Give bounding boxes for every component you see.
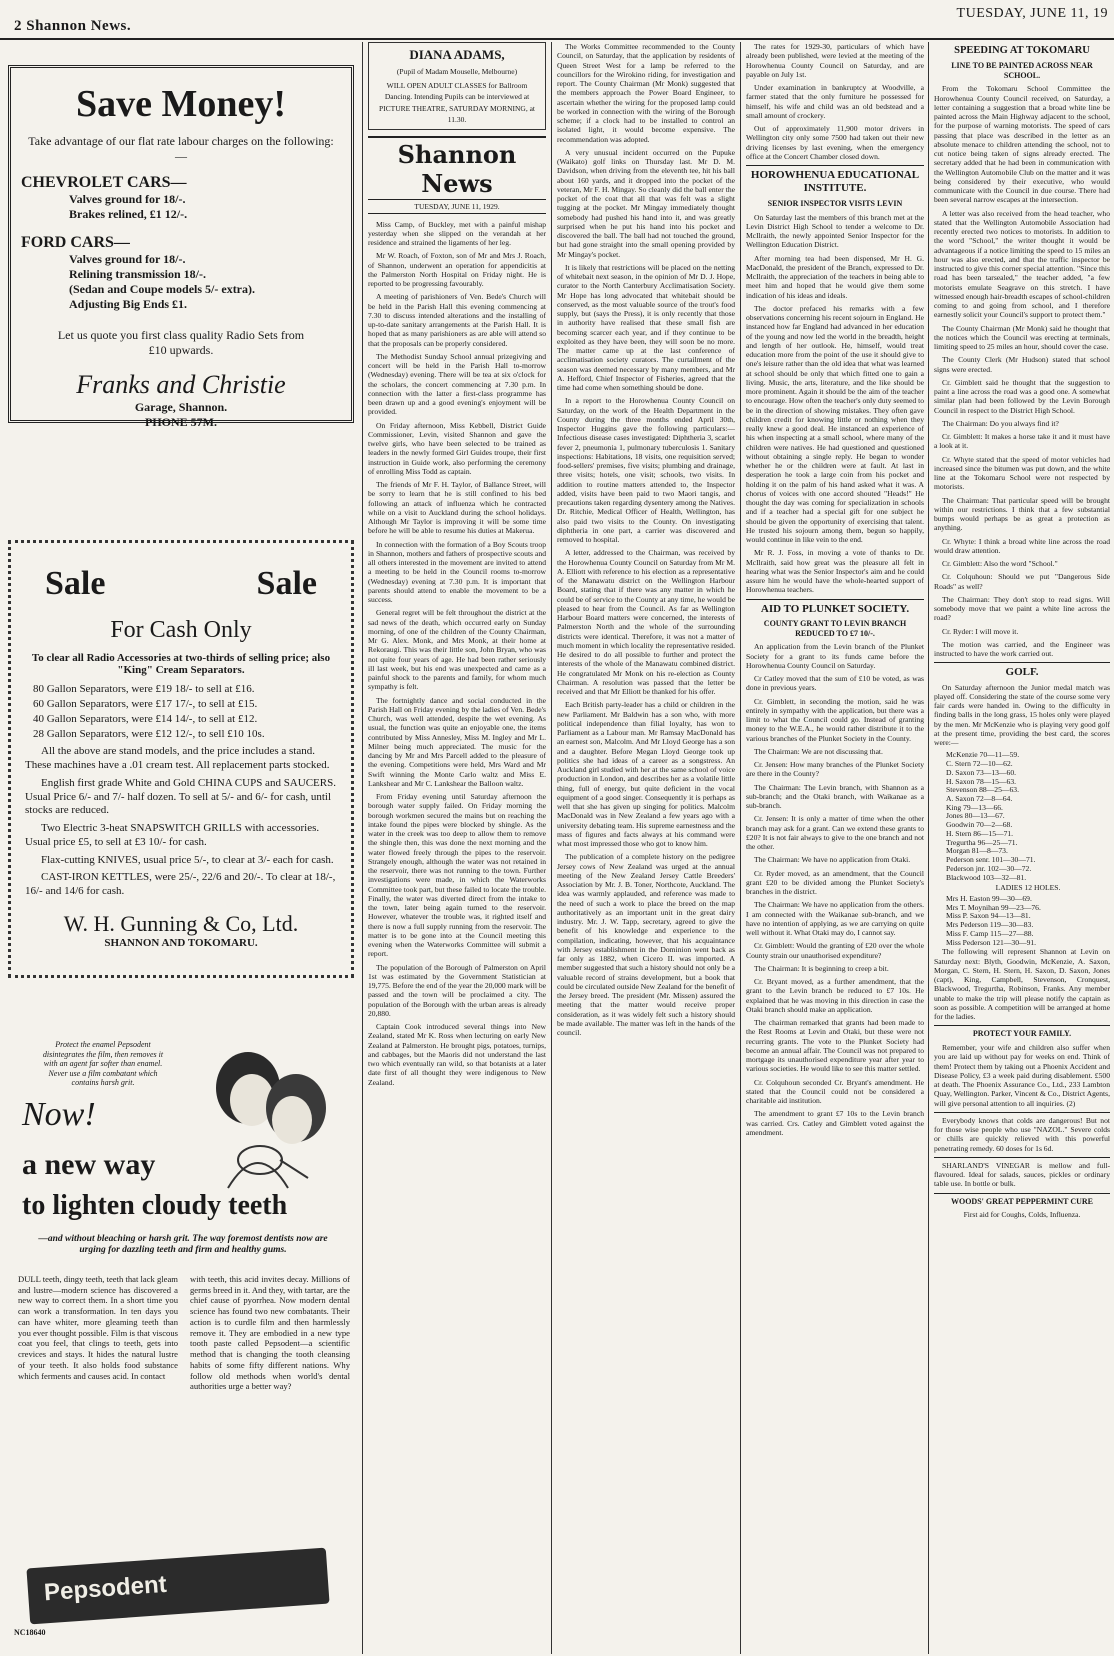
- pepsodent-body-left: DULL teeth, dingy teeth, teeth that lack gleam and lustre—modern science has discovered a new way to correct them. In a short time you can work a transformation. In ten days you can have whiter, more gleaming teeth than you ever thought possible. Film is that viscous coat you feel, that clings to teeth, gets into crevices and stays. It hides the natural lustre of your teeth. It also holds food substance which ferments and causes acid. In contact: [18, 1274, 178, 1381]
- news-paragraph: A meeting of parishioners of Ven. Bede's Church will be held in the Parish Hall this evening commencing at 7.30 to discuss intended alterations and the installing of up-to-date sanitary arrangements at the Parish Hall. It is hoped that as many parishioners as are able will attend so that the proposals can be properly considered.: [368, 292, 546, 348]
- golf-score: Pederson jnr. 102—30—72.: [946, 863, 1032, 873]
- news-paragraph: Miss Camp, of Buckley, met with a painful mishap yesterday when she slipped on the verandah at her residence and strained the ligaments of her leg.: [368, 219, 546, 248]
- news-paragraph: Captain Cook introduced several things into New Zealand, stated Mr K. Ross when lecturing on early New Zealand at Palmerston. He brought pigs, potatoes, turnips, and cabbages, but the Maoris did not understand the last two which eventually ran wild, so that botanists at a later date first of all thought they were indigenous to New Zealand.: [368, 1022, 546, 1087]
- header-rule: [0, 38, 1114, 40]
- news-paragraph: Cr. Colquhoun seconded Cr. Bryant's amendment. He stated that the Council could not be considered a charitable aid institution.: [746, 1077, 924, 1106]
- issue-date: TUESDAY, JUNE 11, 19: [956, 6, 1108, 21]
- column-divider: [551, 42, 552, 1654]
- news-paragraph: Cr. Gimblett said he thought that the suggestion to paint a line across the road was a good one. A somewhat similar plan had been followed by the Levin Borough Council in respect to the District High School.: [934, 377, 1110, 415]
- page-label: 2 Shannon News.: [14, 18, 132, 34]
- news-paragraph: The Chairman: It is beginning to creep a bit.: [754, 963, 889, 973]
- diana-body: WILL OPEN ADULT CLASSES for Ballroom Dancing. Intending Pupils can be interviewed at PICTURE THEATRE, SATURDAY MORNING, at 11.30.: [379, 81, 535, 124]
- golf-score: McKenzie 70—11—59.: [946, 750, 1020, 760]
- news-paragraph: After morning tea had been dispensed, Mr H. G. MacDonald, the president of the Branch, expressed to Dr. McIlraith, the appreciation of the teachers in being able to meet him and hoped that he would give them some indication of his ideas and ideals.: [746, 253, 924, 300]
- news-paragraph: The County Clerk (Mr Hudson) stated that school signs were erected.: [934, 355, 1110, 374]
- pepsodent-brand: Pepsodent: [43, 1570, 168, 1607]
- headline-line2: to lighten cloudy teeth: [22, 1190, 288, 1221]
- news-paragraph: Cr. Gimblett: It makes a horse take it and it must have a look at it.: [934, 432, 1110, 451]
- column-divider: [362, 42, 363, 1654]
- column-5: [934, 42, 1110, 1654]
- news-paragraph: Each British party-leader has a child or children in the new Parliament. Mr Baldwin has a son who, with more political independence than filial loyalty, has won to Parliament as a Labour man. Mr Ramsay MacDonald has an earnest son, Malcolm. And Mr Lloyd George has a son and a daughter. Before Megan Lloyd George took up politics she had ideas of a career as a songstress. An Auckland girl studied with her at the same school of voice production in London, and describes her as a volatile little thing, full of energy, but quite deficient in the vocal equipment of a good singer. Consequently it is perhaps as well that she has given up singing for politics. Malcolm MacDonald was in New Zealand a few years ago with a university debating team. His supreme earnestness and the mass of figures and facts always at his command were what most impressed those who got to know him.: [557, 700, 735, 848]
- sale-para: English first grade White and Gold CHINA CUPS and SAUCERS. Usual Price 6/- and 7/- half dozen. To sell at 5/- and 6/- for cash, until stocks are reduced.: [25, 776, 336, 817]
- golf-score: Blackwood 103—32—81.: [946, 872, 1027, 882]
- ford-line: Adjusting Big Ends £1.: [69, 297, 188, 311]
- diana-adams-ad: [368, 42, 546, 130]
- pepsodent-caption: Protect the enamel Pepsodent disintegrates the film, then removes it with an agent far softer than enamel. Never use a film combatant which contains harsh grit.: [42, 1040, 164, 1088]
- gunning-firm: W. H. Gunning & Co, Ltd.: [63, 910, 299, 936]
- news-paragraph: On Saturday last the members of this branch met at the Levin District High School to tender a welcome to Dr. McIlraith, the newly appointed Senior Inspector for the Wellington Education District.: [746, 212, 924, 250]
- pepsodent-ad: [8, 1028, 354, 1648]
- chevrolet-line: Brakes relined, £1 12/-.: [69, 207, 188, 221]
- news-paragraph: On Friday afternoon, Miss Kebbell, District Guide Commissioner, Levin, visited Shannon and gave the twelve girls, who have been selected to be trained as leaders in the newly formed Girl Guides troupe, their first instruction in Guide work, also performing the ceremony of enrolling Miss Todd as captain.: [368, 420, 546, 476]
- golf-score: Miss Pederson 121—30—91.: [946, 937, 1037, 947]
- golf-score: Morgan 81—8—73.: [946, 846, 1008, 856]
- sale-para: Flax-cutting KNIVES, usual price 5/-, to clear at 3/- each for cash.: [41, 853, 334, 866]
- golf-score: Stevenson 88—25—63.: [946, 785, 1019, 795]
- news-paragraph: A letter, addressed to the Chairman, was received by the Horowhenua County Council on Saturday from Mr M. A. Elliott with reference to his election as a representative of the Manawatu district on the Wellington Harbour Board, stating that if there was any matter in which he could be of service to the County at any time, he would be pleased to hear from the Council. As far as Wellington Harbour Board matters were concerned, the interests of Palmerston North and the whole of the surrounding districts were identical. Therefore, it was not a matter of much moment in which locality the representative resided. He desired to do all possible to further and protect the interests of the whole of the Manawatu combined district. He congratulated Mr Monk on his re-election as County Chairman. A resolution was passed that the letter be received and that Mr Elliott be thanked for his offer.: [557, 548, 735, 696]
- news-paragraph: Cr. Gimblett: Also the word "School.": [942, 559, 1058, 569]
- chevrolet-heading: CHEVROLET CARS—: [21, 174, 187, 191]
- ford-heading: FORD CARS—: [21, 234, 130, 251]
- golf-score: Miss P. Saxon 94—13—81.: [946, 911, 1031, 921]
- ford-line: Relining transmission 18/-.: [69, 267, 207, 281]
- garage-name: Garage, Shannon.: [134, 400, 228, 414]
- page-header: [0, 0, 1114, 36]
- news-paragraph: The Chairman: Do you always find it?: [942, 418, 1059, 428]
- news-paragraph: The Works Committee recommended to the County Council, on Saturday, that the application by residents of Queen Street West for a lamp be referred to the councillors for the Wirokino riding, for investigation and report. The County Chairman (Mr Monk) suggested that the members approach the Power Board Engineer, to ascertain whether the wiring for the proposed lamp could be worked in connection with the wiring of the Borough scheme; if a clock had to be installed to control an isolated light, it would become expensive. The recommendation was adopted.: [557, 42, 735, 144]
- family-heading: PROTECT YOUR FAMILY.: [972, 1029, 1072, 1039]
- separator-item: 40 Gallon Separators, were £14 14/-, to sell at £12.: [33, 712, 258, 725]
- ladies-heading: LADIES 12 HOLES.: [995, 883, 1061, 893]
- news-paragraph: On Saturday afternoon the Junior medal match was played off. Considering the state of the course some very fair cards were handed in. Owing to the difficulty in finding balls in the long grass, 15 holes only were played by the men. Mr McKenzie who is playing very good golf at the present time, providing the best card, the scores were:—: [934, 682, 1110, 748]
- news-paragraph: A very unusual incident occurred on the Pupuke (Waikato) golf links on Thursday last. Mr D. M. Davidson, when driving from the eleventh tee, hit his ball about 160 yards, and it dropped into the pocket of the veteran, Mr F. H. Mingay. So cleanly did the ball enter the pocket of the coat that all that was felt was a slight tugging at the pocket. Mr Mingay immediately thought somebody had pushed his hand into it, and was greatly surprised when he put his hand into his pocket and discovered the ball. The ball had not touched the ground, but had gone straight into the small opening provided by Mr Mingay's pocket.: [557, 147, 735, 259]
- sale-heading-right: Sale: [256, 565, 317, 602]
- golf-heading: GOLF.: [1005, 666, 1039, 679]
- news-paragraph: General regret will be felt throughout the district at the sad news of the death, which occurred early on Sunday morning, of one of the children of the County Chairman, Mr G. Alex. Monk, and Mrs Monk, at their home at Rekoraugi. This was their little son, John Bryan, who was not quite four years of age. He had been rather seriously ill last week, but his end was unexpected and came as a painful shock to the parents and family, for whom much sympathy is felt.: [368, 608, 546, 692]
- column-3: [557, 42, 735, 1654]
- news-paragraph: The Chairman: We have no application from Otaki.: [754, 855, 911, 865]
- column-4: [746, 42, 924, 1654]
- sale-para: All the above are stand models, and the price includes a stand. These machines have a .01 cream test. All replacement parts stocked.: [25, 745, 330, 772]
- golf-score: H. Saxon 78—15—63.: [946, 776, 1017, 786]
- diana-subtitle: (Pupil of Madam Mouselle, Melbourne): [396, 66, 518, 76]
- pepsodent-body-right: with teeth, this acid invites decay. Millions of germs breed in it. And they, with tartar, are the chief cause of pyorrhea. Now modern dental science has found two new combatants. Their action is to curdle film and then harmlessly remove it. They are embodied in a new type tooth paste called Pepsodent—a scientific method that is changing the tooth cleansing habits of some fifty different nations. Why follow old methods when world's dental authorities urge a better way?: [190, 1274, 350, 1392]
- ad-intro: Take advantage of our flat rate labour charges on the following:—: [28, 134, 334, 163]
- news-paragraph: It is likely that restrictions will be placed on the netting of whitebait next season, in the opinion of Mr D. J. Hope, curator to the North Canterbury Acclimatisation Society. Mr Hope has long advocated that whitebait should be conserved, as the most valuable source of the trout's food supply, but (says the Press), it is only recently that those in authority have realised that these small fish are becoming scarcer each year, and if they continue to be exploited as they have been, they will soon be no more. The matter came up at the last conference of acclimatisation society curators. The curtailment of the season was deemed necessary by many members, and Mr A. Hefford, Chief Inspector of Fisheries, agreed that the time had come when something should be done.: [557, 262, 735, 392]
- pepsodent-tagline: —and without bleaching or harsh grit. The way foremost dentists now are urging for dazzling teeth and firm and healthy gums.: [38, 1234, 328, 1256]
- diana-title: DIANA ADAMS,: [409, 47, 505, 62]
- sale-heading-left: Sale: [45, 565, 106, 602]
- sale-para: Two Electric 3-heat SNAPSWITCH GRILLS with accessories. Usual price £5, to sell at £3 10/- for cash.: [25, 822, 320, 848]
- golf-score: Mrs H. Easton 99—30—69.: [946, 893, 1032, 903]
- phone-number: PHONE 57M.: [145, 415, 217, 429]
- separator-item: 60 Gallon Separators, were £17 17/-, to sell at £15.: [33, 697, 258, 710]
- news-paragraph: Cr. Gimblett, in seconding the motion, said he was entirely in sympathy with the application, but there was a limit to what the Council could go. Instead of granting money to the W.E.A., he would rather distribute it to the various branches of the Plunket Society in the County.: [746, 696, 924, 743]
- news-paragraph: Mr W. Roach, of Foxton, son of Mr and Mrs J. Roach, of Shannon, underwent an operation for appendicitis at the Palmerston North Hospital on Friday night. He is reported to be progressing favourably.: [368, 251, 546, 289]
- smiling-women-illustration: [188, 1028, 338, 1198]
- sale-para: CAST-IRON KETTLES, were 25/-, 22/6 and 20/-. To clear at 18/-, 16/- and 14/6 for cash.: [25, 871, 336, 898]
- plunket-heading: AID TO PLUNKET SOCIETY.: [760, 602, 910, 615]
- news-paragraph: Mr R. J. Foss, in moving a vote of thanks to Dr. McIlraith, said how great was the pleasure all felt in hearing what was the Senior Inspector's aim and he could assure him he would have the whole-hearted support of Horowhenua teachers.: [746, 548, 924, 595]
- news-paragraph: Cr. Jensen: It is only a matter of time when the other branch may ask for a grant. Can we extend these grants to £20? It is not fair always to give to the one branch and not the other.: [746, 814, 924, 852]
- news-paragraph: Under examination in bankruptcy at Woodville, a farmer stated that the only furniture he possessed for himself, his wife and child was an old bedstead and a small amount of crockery.: [746, 83, 924, 120]
- chevrolet-line: Valves ground for 18/-.: [69, 192, 186, 206]
- news-paragraph: Cr. Whyte stated that the speed of motor vehicles had increased since the bitumen was put down, and the white line at the Tokomaru School were not respected by motorists.: [934, 454, 1110, 492]
- news-paragraph: The following will represent Shannon at Levin on Saturday next: Blyth, Goodwin, McKenzie, A. Saxon, Morgan, C. Stern, H. Stern, H. Saxon, D. Saxon, Jones (capt), King, Campbell, Stevenson, Cronquest, Blackwood, Tregurtha, Robinson, Franks. Any member unable to make the trip will please notify the captain as soon as possible. A competition will be arranged at home for the ladies.: [934, 947, 1110, 1022]
- golf-score: Miss F. Camp 115—27—88.: [946, 928, 1034, 938]
- news-paragraph: The Chairman: They don't stop to read signs. Will somebody move that we paint a white line across the road?: [934, 594, 1110, 623]
- news-paragraph: The doctor prefaced his remarks with a few observations concerning his recent sojourn in England. He instanced how far England had advanced in her education of the young and now led the world in the breadth, height and length of her outlook. He, himself, would treat education more from the point of the use it should give to one's leisure rather than the old idea that what was learned at school should be only that which fitted one to gain a living. Music, the arts, literature, and the like should be more prominent. Again it should be the aim of the teacher to encourage. How often the teacher's only duty seemed to be in the direction of showing mistakes. They often gave children credit for knowing little or nothing when they really knew a good deal. He instanced an experience of his when inspecting at a small school, where many of the children were natives. He had questioned and questioned without obtaining a single reply. He began to wonder whether he or the children were at fault. At last in desperation he took a large coin from his pocket and holding it on the palm of his hand asked what it was. A chorus of voices with one accord shouted "Heads!" He thought the day was coming for specialization in schools and if a teacher had a special gift for one subject he should be given the opportunity of exercising that talent. He trusted his sojourn among them, begun so happily, would continue in like vein to the end.: [746, 303, 924, 545]
- gunning-place: SHANNON AND TOKOMARU.: [104, 936, 258, 949]
- news-paragraph: The rates for 1929-30, particulars of which have already been published, were levied at the meeting of the Horowhenua County Council on Saturday, and are payable on July 1st.: [746, 42, 924, 79]
- golf-score: Mrs T. Moynihan 99—23—76.: [946, 902, 1041, 912]
- education-heading: HOROWHENUA EDUCATIONAL INSTITUTE.: [750, 169, 920, 195]
- news-paragraph: Cr. Whyte: I think a broad white line across the road would draw attention.: [934, 536, 1110, 555]
- news-paragraph: From Friday evening until Saturday afternoon the borough water supply failed. On Friday morning the borough workmen secured the mains but on reaching the intake found the pipes were blocked by shingle. As the water in the creek was too deep to allow them to remove the shingle then, this was done the next morning and the water flowed freely through the pipes to the reservoir. Strangely enough, although the water was not retained in the reservoir, there was not running to the town. Further investigations were made, in which the Waterworks Committee took part, but these failed to locate the trouble. Finally, the water was diverted direct from the intake to the town, later being again turned to the reservoir. However, whatever the trouble was, it righted itself and there is now a full supply running from the reservoir. The matter is to be gone into at the Council meeting this evening when the Waterworks Committee will submit a report.: [368, 792, 546, 959]
- column-2: [368, 42, 546, 1654]
- golf-score: Tregurtha 96—25—71.: [946, 837, 1018, 847]
- golf-score: Pederson senr. 101—30—71.: [946, 855, 1036, 865]
- news-paragraph: Cr Catley moved that the sum of £10 be voted, as was done in previous years.: [746, 674, 924, 693]
- news-paragraph: A letter was also received from the head teacher, who stated that the Wellington Automobile Association had recently erected two notices to motorists. In addition to the word "School," the writer thought it would be advantageous if a notice limiting the speed to 15 miles an hour was also erected, and that the traffic inspector be instructed to give this corner special attention. "Since this road has been tarsealed," the teacher added, "a few motorists emulate Seagrave on this stretch. I have witnessed enough hair-breadth escapes of school-children coming to and going from school, and I therefore earnestly solicit your Council's support to protect them.": [934, 208, 1110, 320]
- news-paragraph: SHARLAND'S VINEGAR is mellow and full-flavoured. Ideal for salads, sauces, pickles or ordinary table use. In bottle or bulk.: [934, 1160, 1110, 1189]
- ford-line: (Sedan and Coupe models 5/- extra).: [69, 282, 256, 296]
- news-paragraph: The amendment to grant £7 10s to the Levin branch was carried. Crs. Catley and Gimblett voted against the amendment.: [746, 1109, 924, 1137]
- news-paragraph: Cr. Colquhoun: Should we put "Dangerous Side Roads" as well?: [934, 572, 1110, 591]
- plunket-subheading: COUNTY GRANT TO LEVIN BRANCH REDUCED TO £7 10/-.: [763, 618, 907, 638]
- news-paragraph: Remember, your wife and children also suffer when you are laid up without pay for weeks on end. Think of them! Protect them by taking out a Phoenix Accident and Disease Policy, £3 a week paid during disablement. £500 at death. The Phoenix Assurance Co., Ltd., 233 Lambton Quay, Wellington. Parker, Vincent & Co., District Agents, will give personal attention to all inquiries. (2): [934, 1043, 1110, 1108]
- radio-offer: Let us quote you first class quality Radio Sets from £10 upwards.: [57, 328, 305, 357]
- now-heading: Now!: [22, 1096, 96, 1133]
- masthead-date: TUESDAY, JUNE 11, 1929.: [368, 199, 546, 211]
- news-paragraph: The motion was carried, and the Engineer was instructed to have the work carried out.: [934, 639, 1110, 659]
- golf-score: Goodwin 70—2—68.: [946, 820, 1013, 830]
- column-divider: [928, 42, 929, 1654]
- news-paragraph: The Chairman: We are not discussing that.: [754, 746, 883, 756]
- headline-line1: a new way: [22, 1148, 156, 1181]
- news-paragraph: From the Tokomaru School Committee the Horowhenua County Council received, on Saturday, a letter containing a suggestion that a broad white line be painted across the Main Highway adjacent to the school, for the purpose of warning motorists. The speed of cars passing that place was described in the letter as an absolute menace to children attending the school, not to cut notice being taken of signs already erected. The secretary added that he had been in communication with the Wellington Automobile Club on the matter and it was being considered by their executive, who would communicate with the Council in due course. There had been several narrow escapes at the intersection.: [934, 84, 1110, 205]
- golf-score: A. Saxon 72—8—64.: [946, 794, 1013, 804]
- news-paragraph: Out of approximately 11,900 motor drivers in Wellington city only some 7500 had taken out their new driving licenses by last evening, when the emergency office at the Concert Chamber closed down.: [746, 124, 924, 161]
- speeding-heading: SPEEDING AT TOKOMARU: [954, 45, 1090, 56]
- woods-subheading: First aid for Coughs, Colds, Influenza.: [963, 1210, 1081, 1220]
- save-money-ad: [8, 65, 354, 429]
- golf-score: Mrs Pederson 119—30—83.: [946, 920, 1034, 930]
- news-paragraph: Cr. Bryant moved, as a further amendment, that the grant to the Levin branch be reduced to £7 10s. He explained that he was moving in this direction in case the Otaki branch should make an application.: [746, 977, 924, 1014]
- firm-name: Franks and Christie: [76, 370, 286, 399]
- news-paragraph: The friends of Mr F. H. Taylor, of Ballance Street, will be sorry to learn that he is still confined to his bed following an attack of influenza which he contracted while on a visit to Auckland during the school holidays. Although Mr Taylor is improving it will be some time before he will be able to resume his duties at Makerua.: [368, 480, 546, 536]
- speeding-subheading: LINE TO BE PAINTED ACROSS NEAR SCHOOL.: [951, 60, 1093, 80]
- news-paragraph: The fortnightly dance and social conducted in the Parish Hall on Friday evening by the ladies of Ven. Bede's Church, was well attended, despite the wet evening. As usual, the function was quite an enjoyable one, the items contributed by Miss Annesley, Miss M. Ingley and Mr L. Milner being much appreciated. The music for the dancing by Mr and Mrs Parcell added to the pleasure of the evening. Competitions were held, Mrs Ward and Mr Swift winning the Monte Carlo waltz and Miss E. Lankshear and Mr C. Lankshear the Balloon waltz.: [368, 695, 546, 788]
- news-paragraph: An application from the Levin branch of the Plunket Society for a grant to its funds came before the Horowhenua County Council on Saturday.: [746, 642, 924, 670]
- news-paragraph: Cr. Ryder: I will move it.: [942, 626, 1019, 636]
- separator-item: 28 Gallon Separators, were £12 12/-, to sell £10 10s.: [33, 727, 265, 740]
- news-paragraph: The population of the Borough of Palmerston on April 1st was estimated by the Government Statistician at 19,775. Before the end of the year the 20,000 mark will be passed and the town will be proclaimed a city. The population of the Borough with the urban areas is already 20,880.: [368, 962, 546, 1018]
- sale-ad: [8, 540, 354, 978]
- golf-score: D. Saxon 73—13—60.: [946, 767, 1017, 777]
- news-paragraph: The publication of a complete history on the pedigree Jersey cows of New Zealand was urged at the annual meeting of the New Zealand Jersey Cattle Breeders' Association by Mr. J. B. Toner, Northcote, Auckland. The idea was warmly applauded, and reference was made to the need of such a work to place the breed on the map authoritatively as an important unit in the great dairy industry. Mr. J. W. Tapp, secretary, agreed to give the benefit of his knowledge and experience to the compilation, indicating, however, that his acquaintance with Jersey establishment in the Dominion went back as far only as 1882, when Cicero II. was imported. A member suggested that such a history should not only be a valuable record of strains development, but a book that could be circulated outside New Zealand for the benefit of the Jersey breed. The president (Mr. Missen) assured the meeting that the matter would receive proper consideration, as it was widely felt such a history should be made available. The matter was left in the hands of the council.: [557, 852, 735, 1037]
- golf-score: Jones 80—13—67.: [946, 811, 1005, 821]
- education-subheading: SENIOR INSPECTOR VISITS LEVIN: [767, 198, 903, 208]
- ford-line: Valves ground for 18/-.: [69, 252, 186, 266]
- news-paragraph: The Methodist Sunday School annual prizegiving and concert will be held in the Parish Hall to-morrow (Wednesday) evening. There will be tea at six o'clock for the scholars, the concert commencing at 7.30 p.m. In connection with the latter a first-class programme has been drawn up and a good evening's enjoyment will be provided.: [368, 351, 546, 417]
- ad-code: NC18640: [14, 1628, 46, 1637]
- news-paragraph: The chairman remarked that grants had been made to the Rest Rooms at Levin and Otaki, but these were not recurring grants. The vote to the Plunket Society had become an annual affair. The Council was not prepared to mortgage its unauthorised expenditure year after year to various societies. He would like to see this matter settled.: [746, 1018, 924, 1074]
- clearance-note: To clear all Radio Accessories at two-thirds of selling price; also "King" Cream Separators.: [31, 652, 331, 676]
- masthead: Shannon News: [397, 140, 517, 199]
- news-paragraph: The County Chairman (Mr Monk) said he thought that the notices which the Council was erecting at terminals, limiting speed to 25 miles an hour, should cover the case.: [934, 323, 1110, 352]
- column-divider: [740, 42, 741, 1654]
- news-paragraph: In a report to the Horowhenua County Council on Saturday, on the work of the Health Department in the County during the three months ended April 30th, Inspector Huggins gave the following particulars:—Infectious disease cases investigated: Diphtheria 3, scarlet fever 2, pneumonia 1, pulmonary tuberculosis 1. Sanitary inspections: Habitations, 18 visits, one requisition served; food-sellers' premises, five visits; plumbing and drainage, three visits; hotels, one visit; schools, two visits. In addition to routine matters attended to, the Inspector added, visits have been paid to two Maori tangis, and precautions taken regarding dysentery among the Natives. Dr. Ritchie, Medical Officer of Health, Wellington, has also paid two visits to the County. On investigating diphtheria in one part, a carrier was discovered and removed to hospital.: [557, 396, 735, 544]
- news-paragraph: The Chairman: We have no application from the others. I am connected with the Waikanae sub-branch, and we have no intention of applying, as we are carrying on quite well without it. What Otaki may do, I cannot say.: [746, 900, 924, 938]
- news-paragraph: The Chairman: That particular speed will be brought within our restrictions. I think that a few substantial bumps would perhaps be as great a protection as anything.: [934, 495, 1110, 533]
- golf-score: C. Stern 72—10—62.: [946, 759, 1013, 769]
- news-paragraph: Everybody knows that colds are dangerous! But not for those wise people who use "NAZOL." Severe colds or chills are quickly relieved with this powerful penetrating remedy. 60 doses for 1s 6d.: [934, 1115, 1110, 1153]
- news-paragraph: Cr. Jensen: How many branches of the Plunket Society are there in the County?: [746, 760, 924, 779]
- separator-item: 80 Gallon Separators, were £19 18/- to sell at £16.: [33, 683, 255, 695]
- news-paragraph: The Chairman: The Levin branch, with Shannon as a sub-branch; and the Otaki branch, with Waikanae as a sub-branch.: [746, 782, 924, 811]
- toothpaste-tube: [26, 1548, 329, 1625]
- cash-only: For Cash Only: [110, 617, 252, 643]
- news-paragraph: In connection with the formation of a Boy Scouts troop in Shannon, mothers and fathers of prospective scouts and all others interested in the movement are invited to attend a meeting to be held in the Council rooms to-morrow (Wednesday) evening at 7.30 p.m. It is important that parents should attend to enable the movement to be a success.: [368, 539, 546, 605]
- ad-title: Save Money!: [75, 83, 287, 125]
- woods-heading: WOODS' GREAT PEPPERMINT CURE: [950, 1196, 1093, 1206]
- golf-score: H. Stern 86—15—71.: [946, 828, 1014, 838]
- golf-score: King 79—13—66.: [946, 802, 1003, 812]
- news-paragraph: Cr. Ryder moved, as an amendment, that the Council grant £20 to be divided among the Plunket Society's branches in the district.: [746, 868, 924, 897]
- news-paragraph: Cr. Gimblett: Would the granting of £20 over the whole County strain our unauthorised expenditure?: [746, 941, 924, 960]
